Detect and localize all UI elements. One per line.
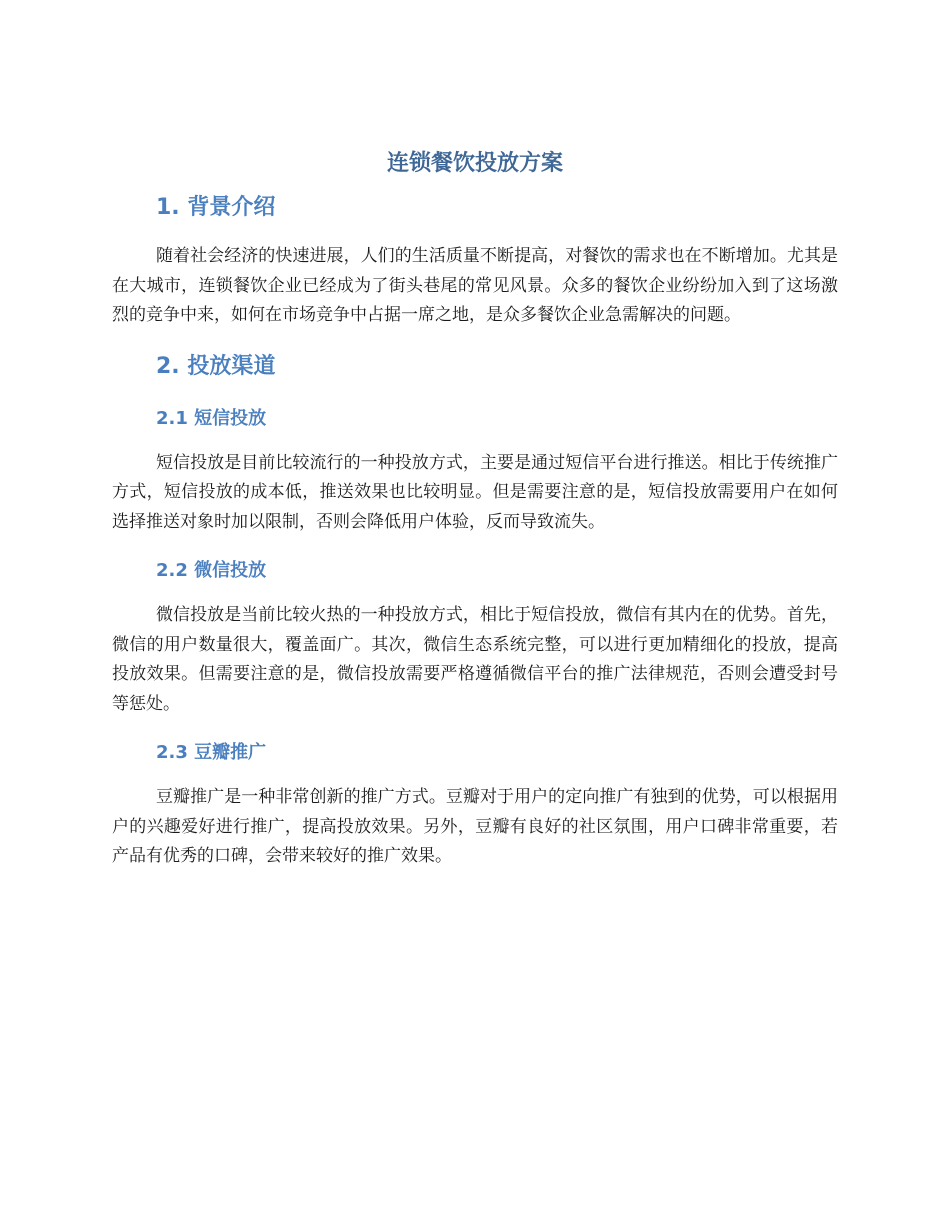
section-heading-background: 1. 背景介绍 (156, 195, 276, 220)
subsection-heading-douban: 2.3 豆瓣推广 (156, 742, 267, 763)
subsection-heading-wechat: 2.2 微信投放 (156, 560, 267, 581)
paragraph-douban: 豆瓣推广是一种非常创新的推广方式。豆瓣对于用户的定向推广有独到的优势，可以根据用户的兴趣爱好进行推广，提高投放效果。另外，豆瓣有良好的社区氛围，用户口碑非常重要，若产品有优秀的口碑，会带来较好的推广效果。 (112, 787, 838, 866)
paragraph-background: 随着社会经济的快速进展，人们的生活质量不断提高，对餐饮的需求也在不断增加。尤其是在大城市，连锁餐饮企业已经成为了街头巷尾的常见风景。众多的餐饮企业纷纷加入到了这场激烈的竞争中来，如何在市场竞争中占据一席之地，是众多餐饮企业急需解决的问题。 (112, 246, 838, 325)
section-heading-channels: 2. 投放渠道 (156, 353, 276, 379)
paragraph-wechat: 微信投放是当前比较火热的一种投放方式，相比于短信投放，微信有其内在的优势。首先，微信的用户数量很大，覆盖面广。其次，微信生态系统完整，可以进行更加精细化的投放，提高投放效果。但需要注意的是，微信投放需要严格遵循微信平台的推广法律规范，否则会遭受封号等惩处。 (112, 605, 838, 714)
document-title: 连锁餐饮投放方案 (386, 151, 563, 176)
subsection-heading-sms: 2.1 短信投放 (156, 407, 267, 429)
paragraph-sms: 短信投放是目前比较流行的一种投放方式，主要是通过短信平台进行推送。相比于传统推广方式，短信投放的成本低，推送效果也比较明显。但是需要注意的是，短信投放需要用户在如何选择推送对象时加以限制，否则会降低用户体验，反而导致流失。 (112, 452, 838, 532)
document-body (112, 148, 838, 872)
